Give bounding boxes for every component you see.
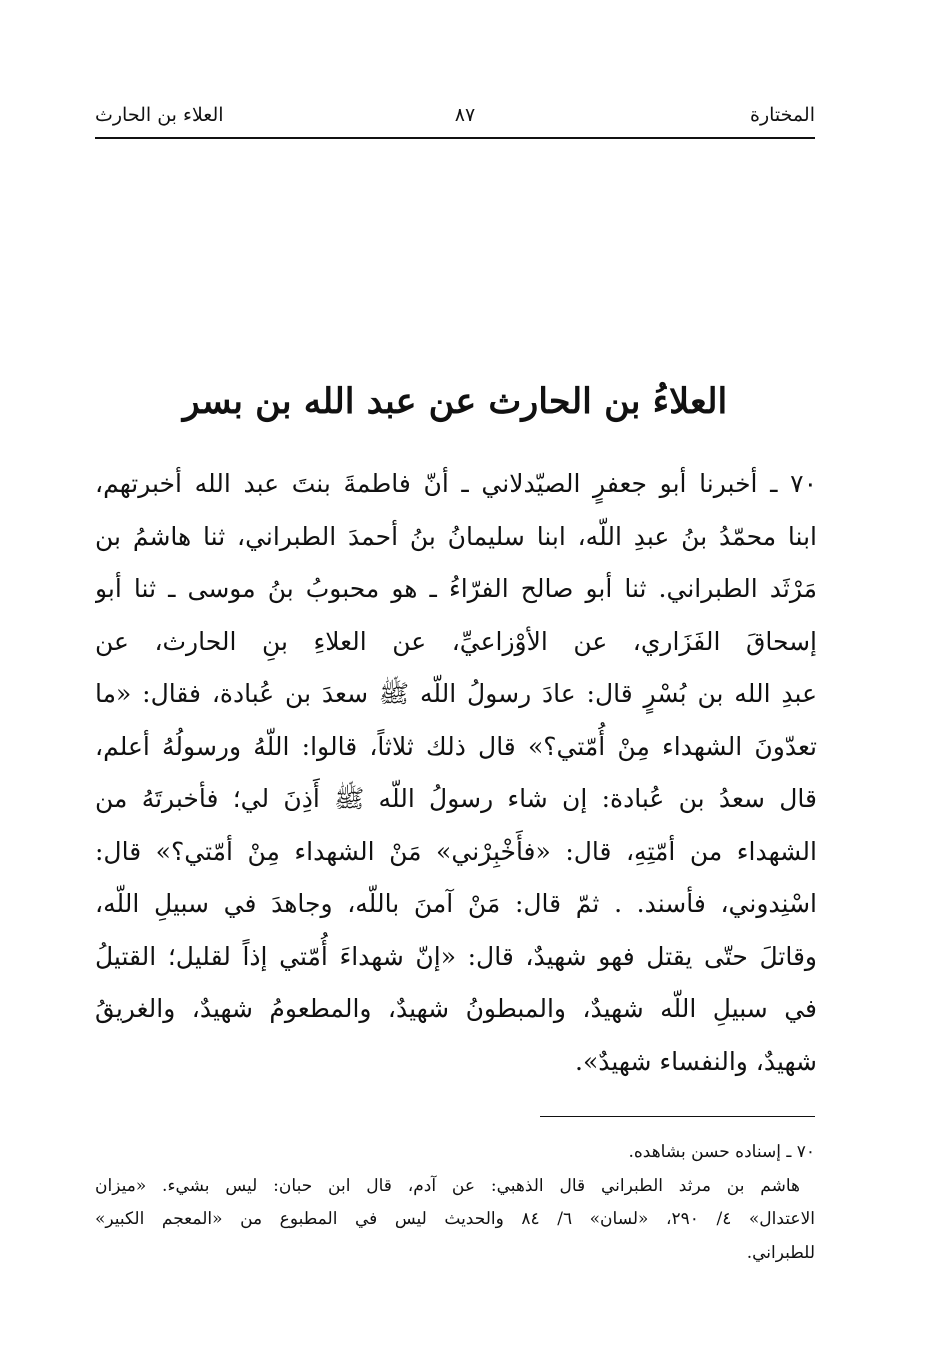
footnotes (95, 1136, 815, 1270)
footnote-separator (540, 1116, 815, 1117)
chapter-running-title: العلاء بن الحارث (95, 104, 224, 126)
hadith-line: الشهداء من أمّتِهِ، قال: «فأَخْبِرْني» مَنْ الشهداء مِنْ أمّتي؟» قال: (95, 836, 817, 866)
book-title: المختارة (750, 104, 815, 126)
hadith-line: اسْنِدوني، فأسند. . ثمّ قال: مَنْ آمنَ باللّه، وجاهدَ في سبيلِ اللّه، (95, 889, 817, 918)
hadith-line: في سبيلِ اللّه شهيدٌ، والمبطونُ شهيدٌ، والمطعومُ شهيدٌ، والغريقُ (95, 994, 817, 1023)
hadith-line: شهيدٌ، والنفساء شهيدٌ». (575, 1046, 817, 1076)
running-header (95, 100, 815, 136)
chapter-title: العلاءُ بن الحارث عن عبد الله بن بسر (182, 381, 728, 422)
hadith-line: وقاتلَ حتّى يقتل فهو شهيدٌ، قال: «إنّ شهداءَ أُمّتي إذاً لقليل؛ القتيلُ (95, 941, 817, 971)
hadith-line: قال سعدُ بن عُبادة: إن شاء رسولُ اللّه ﷺ أَذِنَ لي؛ فأخبرتَهُ من (95, 784, 817, 813)
hadith-line: إسحاقَ الفَزَاري، عن الأوْزاعيِّ، عن العلاءِ بنِ الحارث، عن (95, 626, 817, 656)
header-rule (95, 137, 815, 139)
footnote-line: ٧٠ ـ إسناده حسن بشاهده. (628, 1142, 815, 1162)
hadith-body (95, 458, 817, 1088)
page-number: ٨٧ (454, 104, 476, 126)
footnote-line: للطبراني. (746, 1242, 815, 1263)
hadith-line: عبدِ الله بن بُسْرٍ قال: عادَ رسولُ اللّه ﷺ سعدَ بن عُبادة، فقال: «ما (95, 679, 817, 708)
hadith-line: تعدّونَ الشهداء مِنْ أُمّتي؟» قال ذلك ثلاثاً، قالوا: اللّهُ ورسولُهُ أعلم، (95, 731, 817, 761)
hadith-line: ابنا محمّدُ بنُ عبدِ اللّه، ابنا سليمانُ بنُ أحمدَ الطبراني، ثنا هاشمُ بن (95, 521, 817, 551)
hadith-line: ٧٠ ـ أخبرنا أبو جعفرٍ الصيّدلاني ـ أنّ فاطمةَ بنتَ عبد الله أخبرتهم، (95, 469, 817, 498)
footnote-line: هاشم بن مرثد الطبراني قال الذهبي: عن آدم، قال ابن حبان: ليس بشيء. «ميزان (95, 1175, 800, 1196)
hadith-line: مَرْثَد الطبراني. ثنا أبو صالح الفرّاءُ ـ هو محبوبُ بنُ موسى ـ ثنا أبو (95, 574, 817, 603)
footnote-line: الاعتدال» ٤/ ٢٩٠، «لسان» ٦/ ٨٤ والحديث ليس في المطبوع من «المعجم الكبير» (95, 1209, 815, 1229)
